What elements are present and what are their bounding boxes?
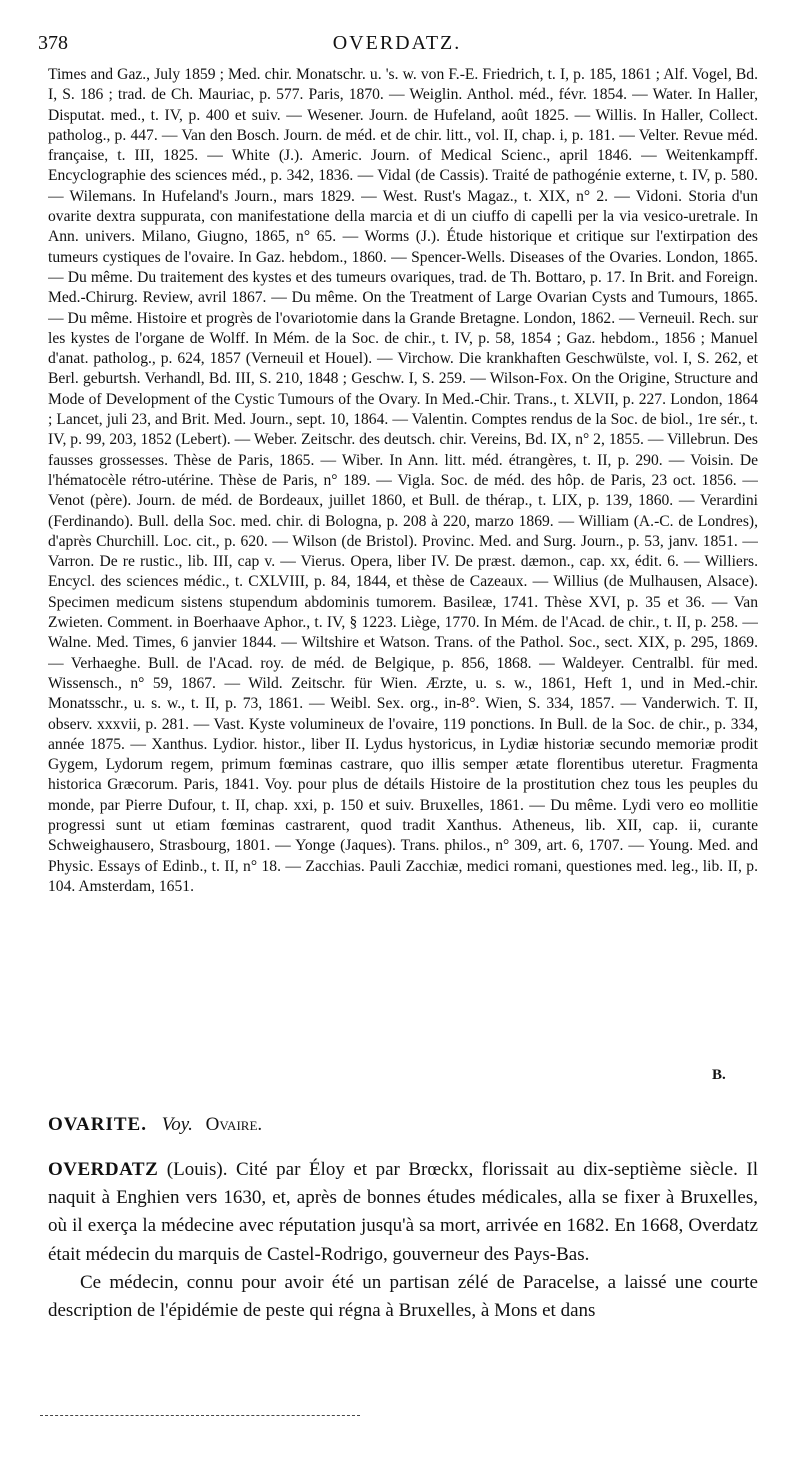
page-number: 378: [38, 32, 68, 54]
author-signature: B.: [712, 1067, 726, 1083]
reference-target: Ovaire.: [205, 1114, 263, 1135]
see-reference: Voy.: [161, 1114, 193, 1135]
footer-rule: [40, 1415, 360, 1416]
entry-headword: OVERDATZ: [48, 1159, 159, 1180]
bibliography-text: Times and Gaz., July 1859 ; Med. chir. Monatschr. u. 's. w. von F.-E. Friedrich, t. I, p. 185, 1861 ; Alf. Vogel, Bd. I, S. 186 ; trad. de Ch. Mauriac, p. 577. Paris, 1870. — Weiglin. Anthol. méd., févr. 1854. — Water. In Haller, Disputat. med., t. IV, p. 400 et suiv. — Wesener. Journ. de Hufeland, août 1825. — Willis. In Haller, Collect. patholog., p. 447. — Van den Bosch. Journ. de méd. et de chir. litt., vol. II, chap. i, p. 181. — Velter. Revue méd. française, t. III, 1825. — White (J.). Americ. Journ. of Medical Scienc., april 1846. — Weitenkampff. Encyclographie des sciences méd., p. 342, 1836. — Vidal (de Cassis). Traité de pathogénie externe, t. IV, p. 580. — Wilemans. In Hufeland's Journ., mars 1829. — West. Rust's Magaz., t. XIX, n° 2. — Vidoni. Storia d'un ovarite dextra suppurata, con manifestatione della marcia et di un ciuffo di capelli per la via vesico-uretrale. In Ann. univers. Milano, Giugno, 1865, n° 65. — Worms (J.). Étude historique et critique sur l'extirpation des tumeurs cystiques de l'ovaire. In Gaz. hebdom., 1860. — Spencer-Wells. Diseases of the Ovaries. London, 1865. — Du même. Du traitement des kystes et des tumeurs ovariques, trad. de Th. Bottaro, p. 17. In Brit. and Foreign. Med.-Chirurg. Review, avril 1867. — Du même. On the Treatment of Large Ovarian Cysts and Tumours, 1865. — Du même. Histoire et progrès de l'ovariotomie dans la Grande Bretagne. London, 1862. — Verneuil. Rech. sur les kystes de l'organe de Wolff. In Mém. de la Soc. de chir., t. IV, p. 58, 1854 ; Gaz. hebdom., 1856 ; Manuel d'anat. patholog., p. 624, 1857 (Verneuil et Houel). — Virchow. Die krankhaften Geschwülste, vol. I, S. 262, et Berl. geburtsh. Verhandl, Bd. III, S. 210, 1848 ; Geschw. I, S. 259. — Wilson-Fox. On the Origine, Structure and Mode of Development of the Cystic Tumours of the Ovary. In Med.-Chir. Trans., t. XLVII, p. 227. London, 1864 ; Lancet, juli 23, and Brit. Med. Journ., sept. 10, 1864. — Valentin. Comptes rendus de la Soc. de biol., 1re sér., t. IV, p. 99, 203, 1852 (Lebert). — Weber. Zeitschr. des deutsch. chir. Vereins, Bd. IX, n° 2, 1855. — Villebrun. Des fausses grossesses. Thèse de Paris, 1865. — Wiber. In Ann. litt. méd. étrangères, t. II, p. 290. — Voisin. De l'hématocèle rétro-utérine. Thèse de Paris, n° 189. — Vigla. Soc. de méd. des hôp. de Paris, 23 oct. 1856. — Venot (père). Journ. de méd. de Bordeaux, juillet 1860, et Bull. de thérap., t. LIX, p. 139, 1860. — Verardini (Ferdinando). Bull. della Soc. med. chir. di Bologna, p. 208 à 220, marzo 1869. — William (A.-C. de Londres), d'après Churchill. Loc. cit., p. 620. — Wilson (de Bristol). Provinc. Med. and Surg. Journ., p. 53, janv. 1851. — Varron. De re rustic., lib. III, cap v. — Vierus. Opera, liber IV. De præst. dæmon., cap. xx, édit. 6. — Williers. Encycl. des sciences médic., t. CXLVIII, p. 84, 1844, et thèse de Cazeaux. — Willius (de Mulhausen, Alsace). Specimen medicum sistens stupendum abdominis tumorem. Basileæ, 1741. Thèse XVI, p. 35 et 36. — Van Zwieten. Comment. in Boerhaave Aphor., t. IV, § 1223. Liège, 1770. In Mém. de l'Acad. de chir., t. II, p. 258. — Walne. Med. Times, 6 janvier 1844. — Wiltshire et Watson. Trans. of the Pathol. Soc., sect. XIX, p. 295, 1869. — Verhaeghe. Bull. de l'Acad. roy. de méd. de Belgique, p. 856, 1868. — Waldeyer. Centralbl. für med. Wissensch., n° 59, 1867. — Wild. Zeitschr. für Wien. Ærzte, u. s. w., 1861, Heft 1, und in Med.-chir. Monatsschr., u. s. w., t. II, p. 73, 1861. — Weibl. Sex. org., in-8°. Wien, S. 334, 1857. — Vanderwich. T. II, observ. xxxvii, p. 281. — Vast. Kyste volumineux de l'ovaire, 119 ponctions. In Bull. de la Soc. de chir., p. 334, année 1875. — Xanthus. Lydior. histor., liber II. Lydus hystoricus, in Lydiæ historiæ secundo memoriæ prodit Gygem, Lydorum regem, primum fœminas castrare, quo illis semper ætate florentibus uteretur. Fragmenta historica Græcorum. Paris, 1841. Voy. pour plus de détails Histoire de la prostitution chez tous les peuples du monde, par Pierre Dufour, t. II, chap. xxi, p. 150 et suiv. Bruxelles, 1861. — Du même. Lydi vero eo mollitie progressi sunt ut etiam fœminas castrarent, quod tradit Xanthus. Atheneus, lib. XII, cap. ii, curante Schweighausero, Strasbourg, 1801. — Yonge (Jaques). Trans. philos., n° 309, art. 6, 1707. — Young. Med. and Physic. Essays of Edinb., t. II, n° 18. — Zacchias. Pauli Zacchiæ, medici romani, questiones med. leg., lib. II, p. 104. Amsterdam, 1651.: [48, 66, 758, 895]
bibliography-block: [48, 65, 758, 1080]
cross-reference-entry: [48, 1114, 262, 1136]
entry-headword: OVARITE.: [48, 1114, 147, 1135]
article-paragraph: Ce médecin, connu pour avoir été un partisan zélé de Paracelse, a laissé une courte description de l'épidémie de peste qui régna à Bruxelles, à Mons et dans: [48, 1271, 758, 1322]
page-header: [38, 32, 756, 56]
running-head: OVERDATZ.: [332, 32, 462, 54]
article-paragraph-text: (Louis). Cité par Éloy et par Brœckx, florissait au dix-septième siècle. Il naquit à Enghien vers 1630, et, après de bonnes études médicales, alla se fixer à Bruxelles, où il exerça la médecine avec réputation jusqu'à sa mort, arrivée en 1682. En 1668, Overdatz était médecin du marquis de Castel-Rodrigo, gouverneur des Pays-Bas.: [48, 1159, 758, 1265]
article-entry: [48, 1156, 758, 1325]
article-paragraph: [48, 1156, 758, 1269]
